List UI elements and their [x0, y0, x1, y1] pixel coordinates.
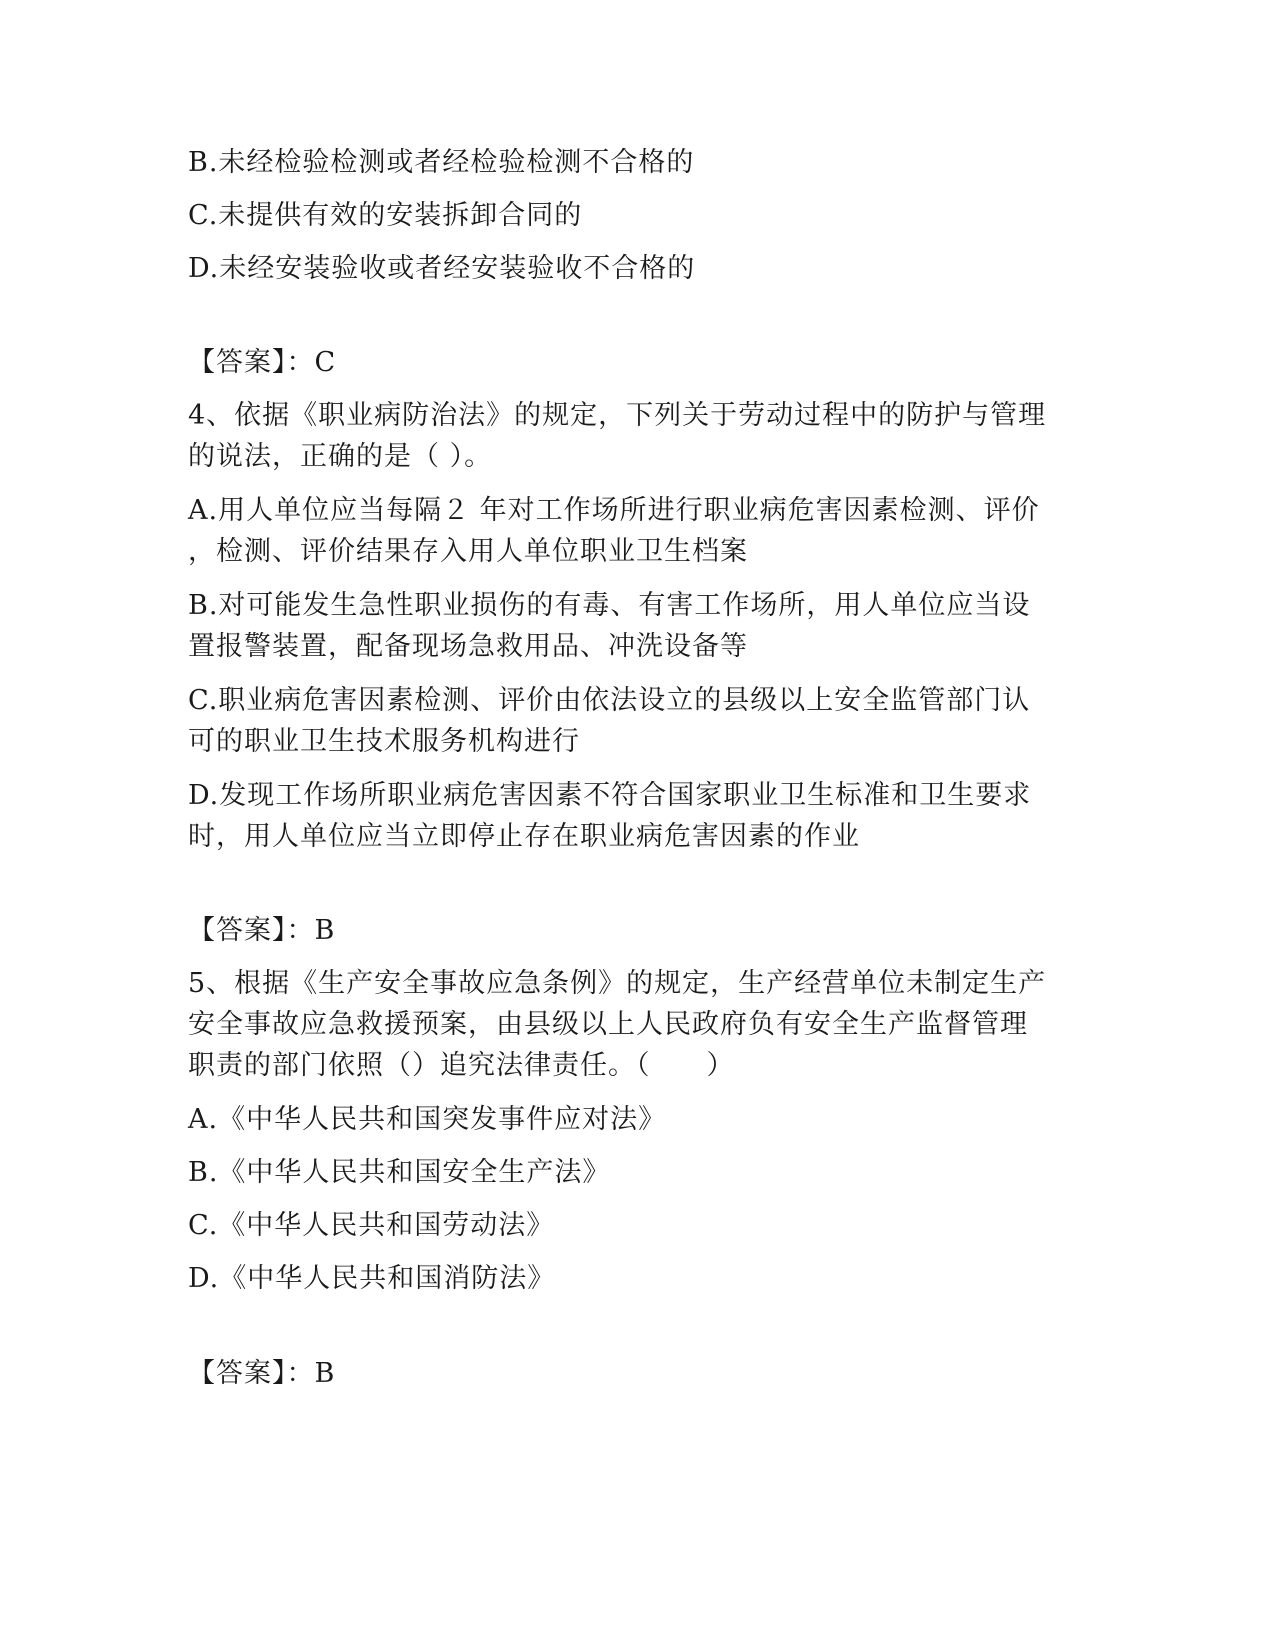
- q5-stem-line-1: 5、根据《生产安全事故应急条例》的规定，生产经营单位未制定生产: [188, 968, 1047, 999]
- q5-stem-line-3: 职责的部门依照（）追究法律责任。（ ）: [188, 1050, 735, 1081]
- q5-option-a: A.《中华人民共和国突发事件应对法》: [188, 1104, 667, 1135]
- q5-option-d: D.《中华人民共和国消防法》: [188, 1263, 556, 1294]
- q5-answer: 【答案】：B: [188, 1358, 336, 1389]
- q4-option-c-line-1: C.职业病危害因素检测、评价由依法设立的县级以上安全监管部门认: [188, 685, 1031, 716]
- q4-option-d-line-2: 时，用人单位应当立即停止存在职业病危害因素的作业: [188, 821, 860, 852]
- q4-stem-line-1: 4、依据《职业病防治法》的规定，下列关于劳动过程中的防护与管理: [188, 400, 1047, 431]
- q4-option-a-line-1: A.用人单位应当每隔２ 年对工作场所进行职业病危害因素检测、评价: [188, 495, 1040, 526]
- q3-option-c: C.未提供有效的安装拆卸合同的: [188, 200, 583, 231]
- q5-stem-line-2: 安全事故应急救援预案，由县级以上人民政府负有安全生产监督管理: [188, 1009, 1028, 1040]
- q5-option-c: C.《中华人民共和国劳动法》: [188, 1210, 555, 1241]
- q4-answer: 【答案】：B: [188, 915, 336, 946]
- q3-option-d: D.未经安装验收或者经安装验收不合格的: [188, 253, 696, 284]
- q4-option-d-line-1: D.发现工作场所职业病危害因素不符合国家职业卫生标准和卫生要求: [188, 780, 1032, 811]
- q3-answer: 【答案】：C: [188, 347, 337, 378]
- q3-option-b: B.未经检验检测或者经检验检测不合格的: [188, 147, 695, 178]
- q4-option-c-line-2: 可的职业卫生技术服务机构进行: [188, 726, 580, 757]
- q4-option-b-line-1: B.对可能发生急性职业损伤的有毒、有害工作场所，用人单位应当设: [188, 590, 1031, 621]
- q5-option-b: B.《中华人民共和国安全生产法》: [188, 1157, 611, 1188]
- q4-option-a-line-2: ，检测、评价结果存入用人单位职业卫生档案: [188, 536, 748, 567]
- q4-option-b-line-2: 置报警装置，配备现场急救用品、冲洗设备等: [188, 631, 748, 662]
- q4-stem-line-2: 的说法，正确的是（ ）。: [188, 441, 493, 472]
